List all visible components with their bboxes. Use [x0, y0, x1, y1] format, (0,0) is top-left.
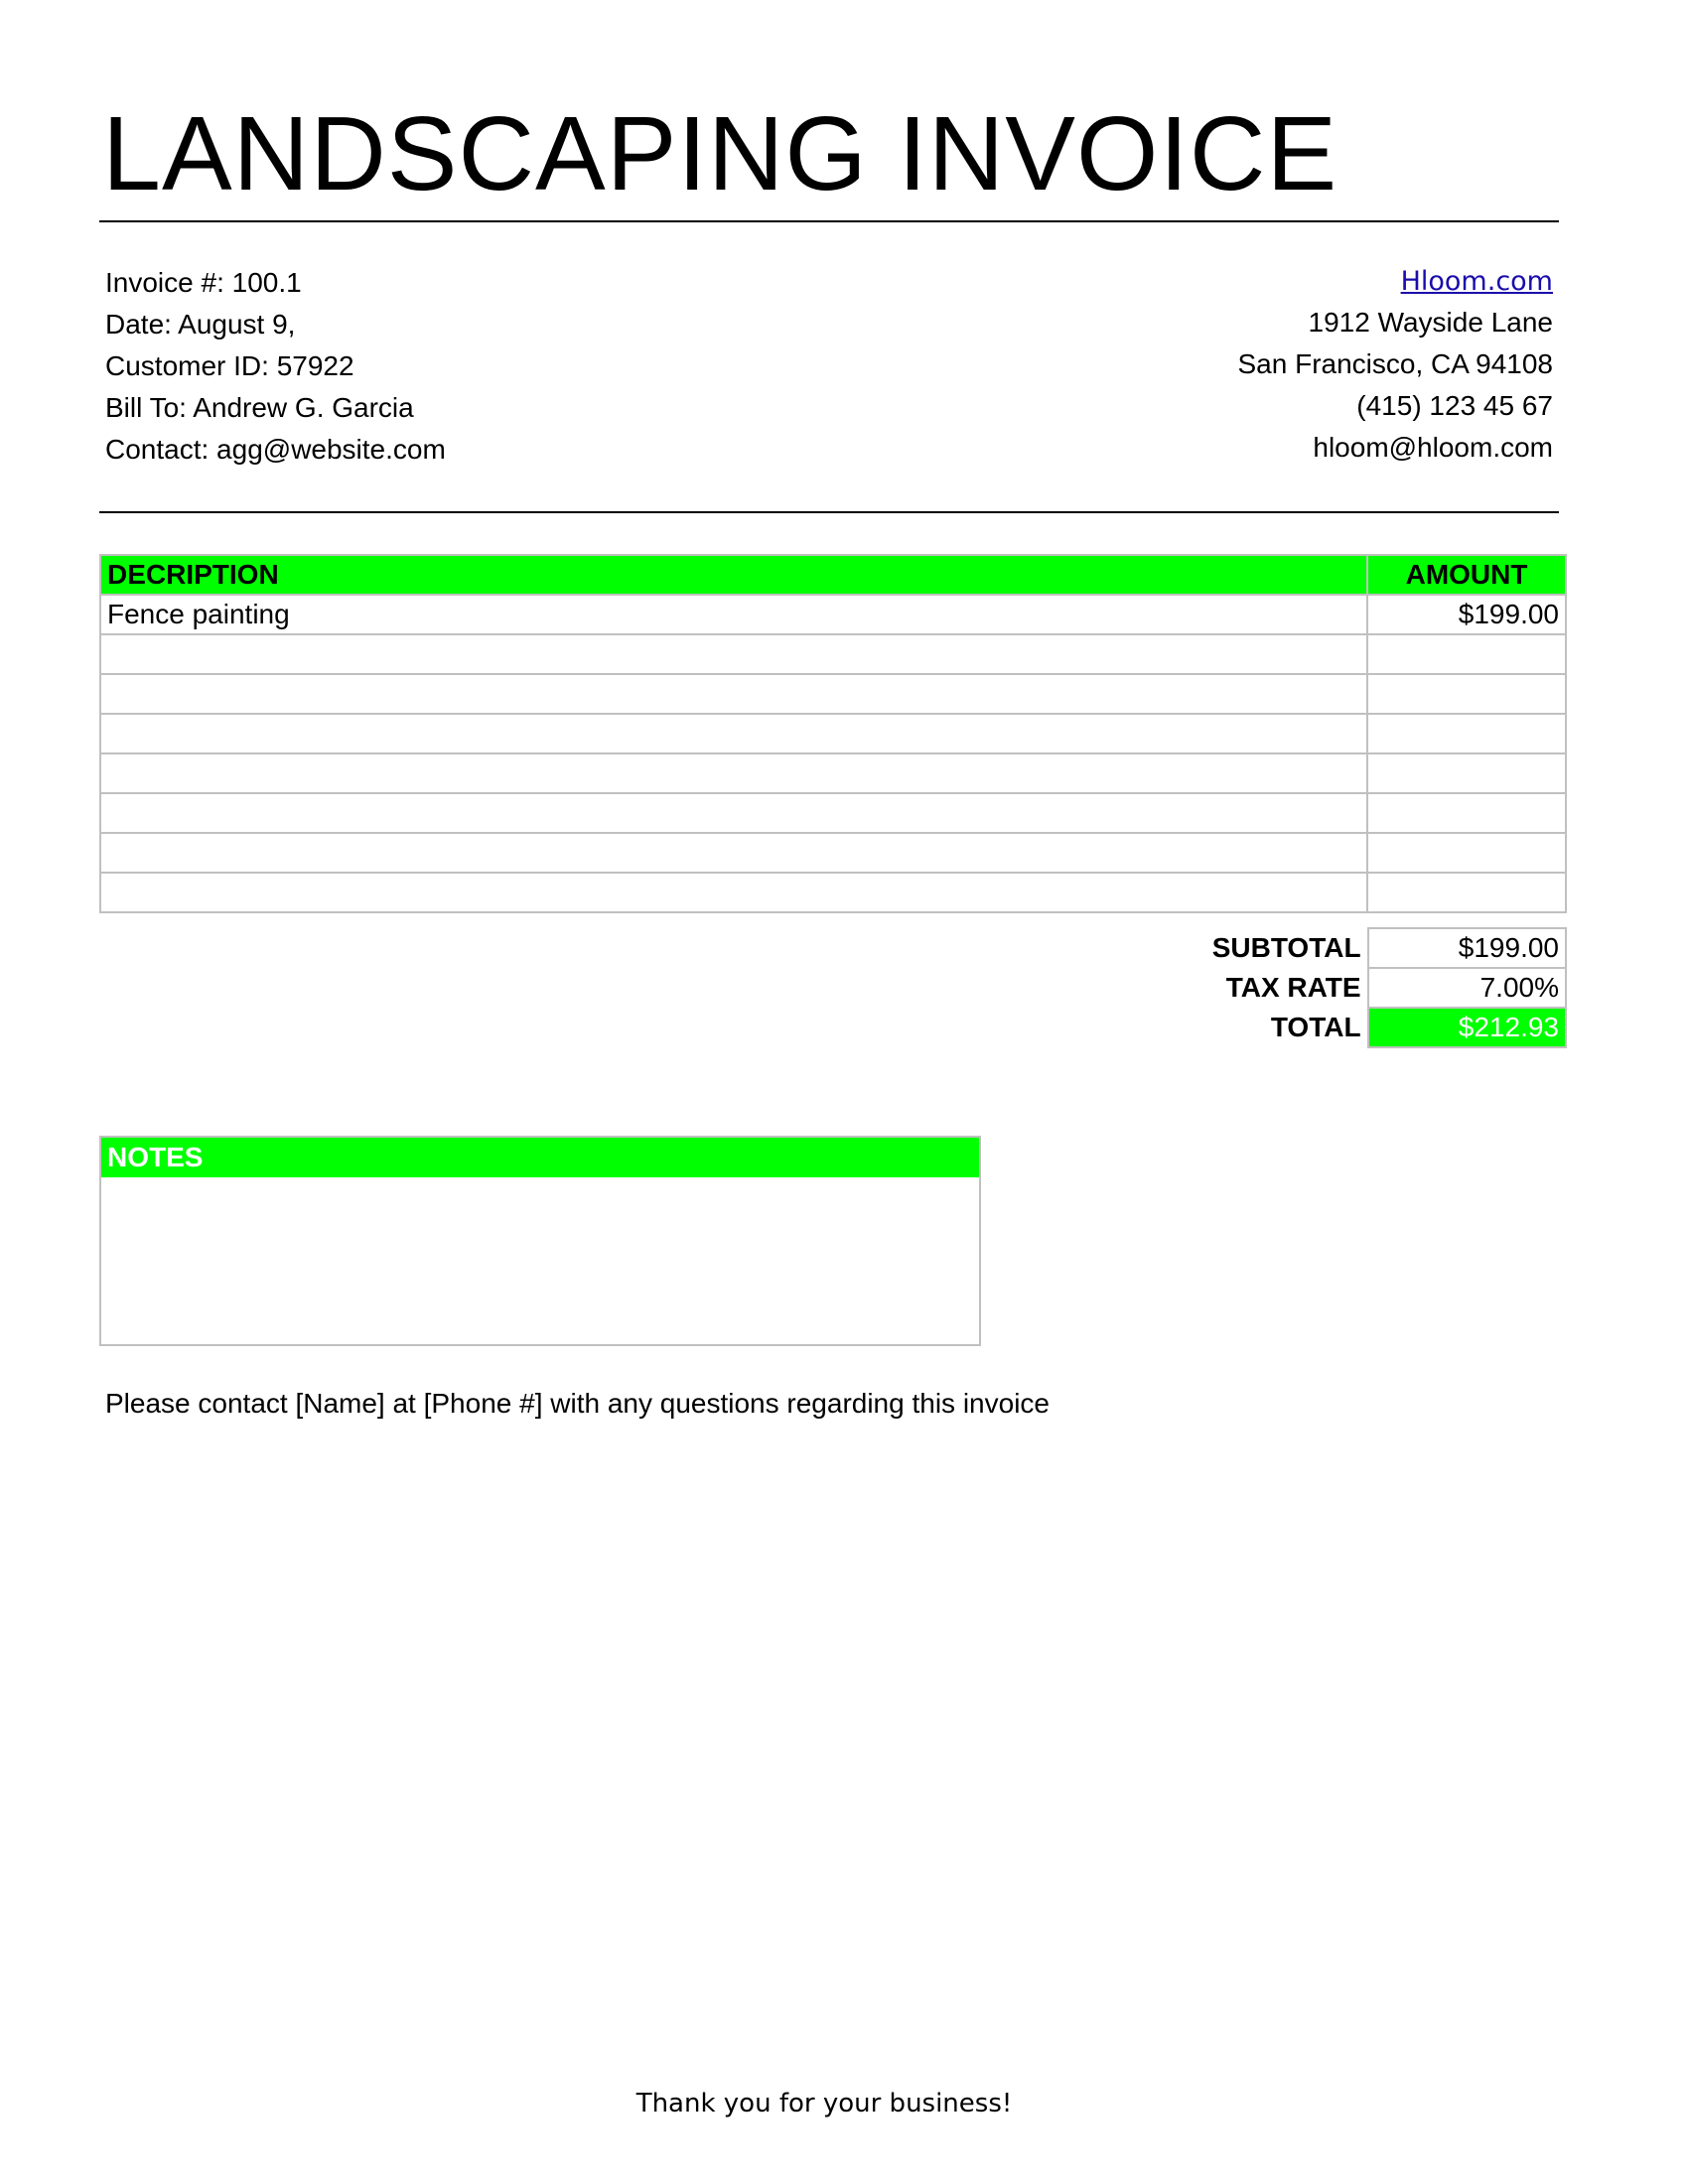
item-amount	[1367, 793, 1566, 833]
table-row	[100, 873, 1566, 912]
company-street: 1912 Wayside Lane	[1308, 307, 1553, 338]
thank-you-message: Thank you for your business!	[635, 2089, 1013, 2118]
customer-id: Customer ID: 57922	[105, 350, 354, 381]
company-info-block	[1142, 260, 1559, 469]
subtotal-label: SUBTOTAL	[1211, 932, 1361, 963]
item-description	[100, 753, 1367, 793]
tax-rate-value: 7.00%	[1368, 968, 1566, 1008]
invoice-number: Invoice #: 100.1	[105, 267, 302, 298]
items-table	[99, 554, 1567, 913]
company-website-link[interactable]: Hloom.com	[1400, 266, 1553, 297]
company-city: San Francisco, CA 94108	[1237, 348, 1553, 379]
table-row	[100, 634, 1566, 674]
bill-to: Bill To: Andrew G. Garcia	[105, 392, 414, 423]
item-description	[100, 714, 1367, 753]
description-header: DECRIPTION	[100, 555, 1367, 595]
customer-contact: Contact: agg@website.com	[105, 434, 446, 465]
table-row	[100, 793, 1566, 833]
invoice-title: LANDSCAPING INVOICE	[102, 95, 1338, 212]
item-description	[100, 833, 1367, 873]
table-row	[100, 833, 1566, 873]
item-amount	[1367, 753, 1566, 793]
subtotal-value: $199.00	[1368, 928, 1566, 968]
item-description	[100, 674, 1367, 714]
item-description: Fence painting	[100, 595, 1367, 634]
table-row	[100, 714, 1566, 753]
company-email: hloom@hloom.com	[1313, 432, 1553, 463]
invoice-info-block	[105, 262, 446, 471]
item-amount	[1367, 833, 1566, 873]
company-phone: (415) 123 45 67	[1356, 390, 1553, 421]
info-divider	[99, 511, 1559, 513]
table-row	[100, 674, 1566, 714]
table-row	[100, 595, 1566, 634]
tax-rate-row	[993, 968, 1566, 1008]
subtotal-row	[993, 928, 1566, 968]
item-description	[100, 793, 1367, 833]
contact-instructions: Please contact [Name] at [Phone #] with any questions regarding this invoice	[105, 1388, 1050, 1419]
items-table-header	[100, 555, 1566, 595]
item-amount: $199.00	[1367, 595, 1566, 634]
invoice-date: Date: August 9,	[105, 309, 296, 340]
item-amount	[1367, 714, 1566, 753]
item-amount	[1367, 873, 1566, 912]
total-value: $212.93	[1368, 1008, 1566, 1047]
totals-table	[993, 927, 1567, 1048]
item-description	[100, 634, 1367, 674]
notes-box	[99, 1136, 981, 1346]
item-amount	[1367, 634, 1566, 674]
amount-header: AMOUNT	[1367, 555, 1566, 595]
item-description	[100, 873, 1367, 912]
tax-rate-label: TAX RATE	[1225, 972, 1361, 1003]
table-row	[100, 753, 1566, 793]
item-amount	[1367, 674, 1566, 714]
notes-header: NOTES	[101, 1138, 979, 1177]
total-row	[993, 1008, 1566, 1047]
total-label: TOTAL	[1270, 1012, 1361, 1042]
title-divider	[99, 220, 1559, 222]
